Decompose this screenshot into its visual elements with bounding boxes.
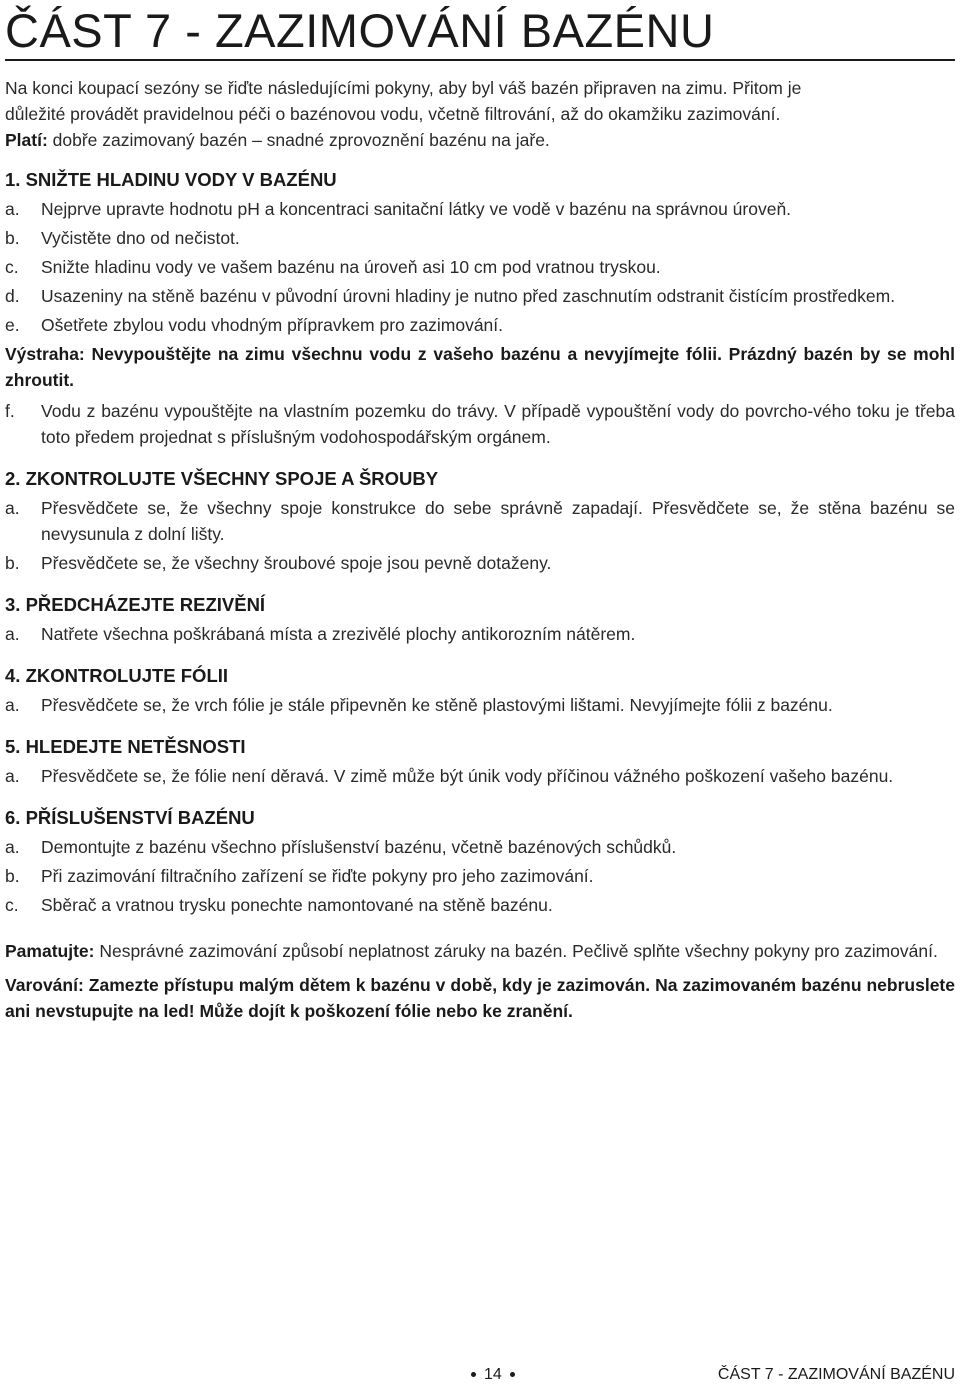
list-item — [5, 254, 955, 280]
list-item — [5, 892, 955, 918]
item-text: Přesvědčete se, že vrch fólie je stále připevněn ke stěně plastovými lištami. Nevyjímejte fólii z bazénu. — [41, 695, 833, 715]
final-warning: Varování: Zamezte přístupu malým dětem k bazénu v době, kdy je zazimován. Na zazimovaném bazénu nebruslete ani nevstupujte na led! Může dojít k poškození fólie nebo ke zranění. — [5, 975, 955, 1021]
page-number-group — [463, 1365, 523, 1384]
intro-rule-label: Platí: — [5, 130, 48, 150]
section-4 — [5, 663, 955, 718]
item-label: b. — [5, 866, 20, 886]
section-heading: 2. ZKONTROLUJTE VŠECHNY SPOJE A ŠROUBY — [5, 468, 439, 489]
item-text: Ošetřete zbylou vodu vhodným přípravkem pro zazimování. — [41, 315, 504, 335]
item-label: a. — [5, 766, 20, 786]
item-text: Demontujte z bazénu všechno příslušenství bazénu, včetně bazénových schůdků. — [41, 837, 677, 857]
list-item — [5, 225, 955, 251]
remember-label: Pamatujte: — [5, 941, 95, 961]
list-item — [5, 495, 955, 547]
page-title: ČÁST 7 - ZAZIMOVÁNÍ BAZÉNU — [5, 4, 715, 57]
list-item — [5, 863, 955, 889]
intro-rule — [5, 127, 955, 153]
item-text: Snižte hladinu vody ve vašem bazénu na úroveň asi 10 cm pod vratnou tryskou. — [41, 257, 661, 277]
list-item — [5, 283, 955, 309]
item-text: Sběrač a vratnou trysku ponechte namontované na stěně bazénu. — [41, 895, 553, 915]
item-text: Vyčistěte dno od nečistot. — [41, 228, 240, 248]
remember-note — [5, 938, 955, 964]
section-heading: 4. ZKONTROLUJTE FÓLII — [5, 665, 229, 686]
item-text: Přesvědčete se, že všechny šroubové spoje jsou pevně dotaženy. — [41, 553, 552, 573]
section-1 — [5, 167, 955, 450]
list-item — [5, 692, 955, 718]
section-5 — [5, 734, 955, 789]
section-heading: 3. PŘEDCHÁZEJTE REZIVĚNÍ — [5, 594, 266, 615]
section-heading: 1. SNIŽTE HLADINU VODY V BAZÉNU — [5, 169, 337, 190]
item-label: c. — [5, 257, 19, 277]
intro-paragraph — [5, 75, 955, 153]
item-label: a. — [5, 498, 20, 518]
section-heading: 5. HLEDEJTE NETĚSNOSTI — [5, 736, 246, 757]
section-3 — [5, 592, 955, 647]
item-label: b. — [5, 228, 20, 248]
footer-section-title: ČÁST 7 - ZAZIMOVÁNÍ BAZÉNU — [717, 1366, 955, 1383]
item-text: Natřete všechna poškrábaná místa a zrezivělé plochy antikorozním nátěrem. — [41, 624, 636, 644]
list-item — [5, 196, 955, 222]
section-6 — [5, 805, 955, 918]
item-label: a. — [5, 837, 20, 857]
item-label: b. — [5, 553, 20, 573]
list-item — [5, 834, 955, 860]
intro-line-2: důležité provádět pravidelnou péči o bazénovou vodu, včetně filtrování, až do okamžiku zazimování. — [5, 104, 781, 124]
remember-text: Nesprávné zazimování způsobí neplatnost záruky na bazén. Pečlivě splňte všechny pokyny pro zazimování. — [94, 941, 938, 961]
item-label: c. — [5, 895, 19, 915]
bullet-icon — [510, 1372, 515, 1377]
list-item — [5, 550, 955, 576]
page-number: 14 — [484, 1366, 502, 1383]
item-text: Při zazimování filtračního zařízení se řiďte pokyny pro jeho zazimování. — [41, 866, 594, 886]
list-item — [5, 312, 955, 338]
section-heading: 6. PŘÍSLUŠENSTVÍ BAZÉNU — [5, 807, 255, 828]
item-label: d. — [5, 286, 20, 306]
item-text: Přesvědčete se, že všechny spoje konstrukce do sebe správně zapadají. Přesvědčete se, že stěna bazénu se nevysunula z dolní lišty. — [41, 498, 955, 544]
list-item — [5, 398, 955, 450]
item-text: Usazeniny na stěně bazénu v původní úrovni hladiny je nutno před zaschnutím odstranit čistícím prostředkem. — [41, 286, 896, 306]
item-label: a. — [5, 695, 20, 715]
item-text: Nejprve upravte hodnotu pH a koncentraci sanitační látky ve vodě v bazénu na správnou úroveň. — [41, 199, 792, 219]
bullet-icon — [471, 1372, 476, 1377]
item-text: Vodu z bazénu vypouštějte na vlastním pozemku do trávy. V případě vypouštění vody do povrcho-vého toku je třeba toto předem projednat s příslušným vodohospodářským orgánem. — [41, 401, 955, 447]
document-page — [5, 0, 955, 1384]
intro-rule-text: dobře zazimovaný bazén – snadné zprovoznění bazénu na jaře. — [47, 130, 550, 150]
document-body — [5, 75, 955, 1024]
item-label: e. — [5, 315, 20, 335]
item-label: a. — [5, 199, 20, 219]
item-label: f. — [5, 401, 15, 421]
item-label: a. — [5, 624, 20, 644]
list-item — [5, 621, 955, 647]
section-2 — [5, 466, 955, 576]
title-underline — [5, 59, 955, 61]
warning-text: Výstraha: Nevypouštějte na zimu všechnu vodu z vašeho bazénu a nevyjímejte fólii. Prázdný bazén by se mohl zhroutit. — [5, 344, 955, 390]
item-text: Přesvědčete se, že fólie není děravá. V zimě může být únik vody příčinou vážného poškození vašeho bazénu. — [41, 766, 894, 786]
intro-line-1: Na konci koupací sezóny se řiďte následujícími pokyny, aby byl váš bazén připraven na zimu. Přitom je — [5, 78, 802, 98]
list-item — [5, 763, 955, 789]
